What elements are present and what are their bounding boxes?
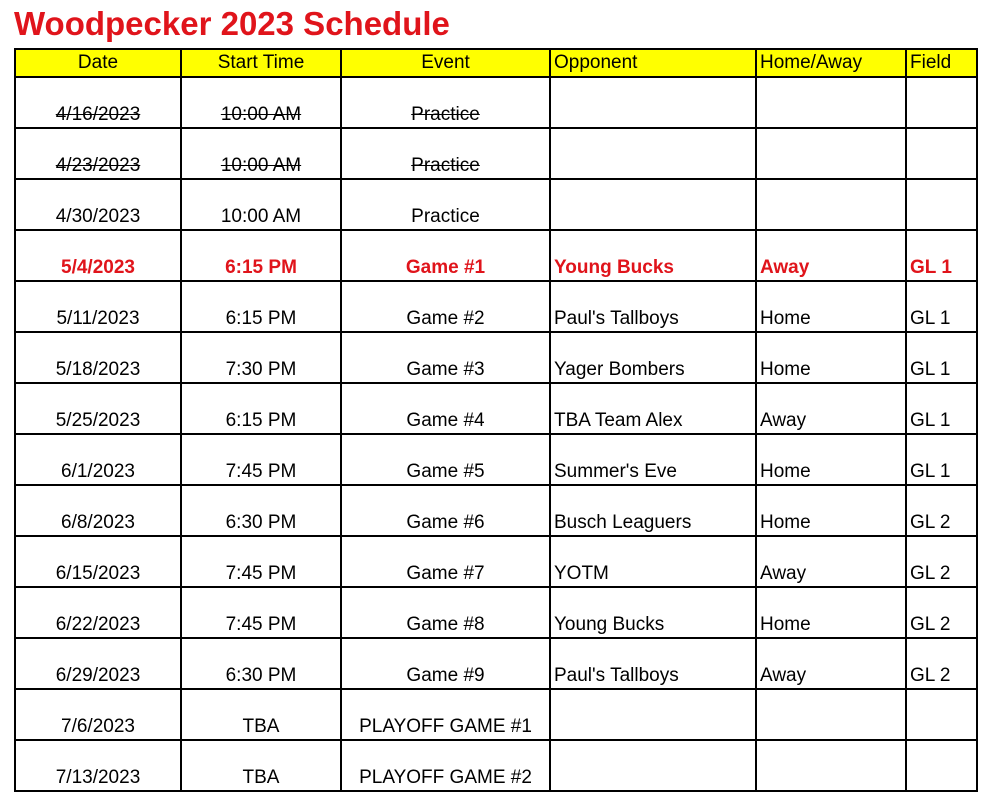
cell-home-away-text: Home [760,359,811,380]
cell-date [15,536,181,587]
cell-home-away [756,77,906,128]
cell-opponent [550,179,756,230]
cell-field [906,536,977,587]
cell-date-text: 6/15/2023 [55,563,141,584]
cell-field [906,332,977,383]
schedule-table [14,48,978,792]
cell-event-text: Practice [411,155,480,176]
cell-home-away-text: Home [760,308,811,329]
cell-field [906,689,977,740]
cell-home-away-text: Away [760,410,807,431]
cell-date-text: 5/4/2023 [61,257,135,278]
cell-opponent [550,740,756,791]
cell-home-away-text: Home [760,614,811,635]
cell-home-away-text: Home [760,461,811,482]
cell-opponent [550,485,756,536]
cell-field [906,587,977,638]
table-row [15,740,977,791]
cell-event-text: Practice [411,206,480,227]
cell-event [341,281,550,332]
cell-home-away [756,128,906,179]
cell-field [906,77,977,128]
table-row [15,332,977,383]
cell-date [15,332,181,383]
cell-date-text: 4/30/2023 [55,206,141,227]
cell-start-time-text: 10:00 AM [220,206,302,227]
cell-home-away [756,587,906,638]
cell-event-text: PLAYOFF GAME #2 [359,767,532,788]
cell-home-away [756,638,906,689]
cell-date-text: 4/23/2023 [55,155,141,176]
cell-start-time-text: TBA [242,716,280,737]
cell-event-text: Game #8 [406,614,485,635]
cell-event [341,485,550,536]
column-header-event: Event [341,49,550,77]
cell-opponent-text: Summer's Eve [554,461,677,482]
cell-field [906,281,977,332]
cell-event [341,179,550,230]
cell-opponent-text: Yager Bombers [554,359,685,380]
cell-event [341,587,550,638]
table-row [15,689,977,740]
cell-start-time [181,281,341,332]
cell-event-text: Practice [411,104,480,125]
cell-date [15,383,181,434]
cell-event [341,434,550,485]
cell-opponent [550,689,756,740]
cell-home-away [756,179,906,230]
cell-home-away [756,536,906,587]
cell-field [906,434,977,485]
cell-opponent [550,383,756,434]
cell-opponent-text: TBA Team Alex [554,410,683,431]
cell-start-time [181,179,341,230]
cell-field-text: GL 1 [910,410,951,431]
cell-start-time [181,332,341,383]
cell-field-text: GL 1 [910,257,952,278]
cell-field-text: GL 2 [910,614,951,635]
cell-date [15,281,181,332]
cell-opponent-text: YOTM [554,563,609,584]
cell-event-text: Game #3 [406,359,485,380]
cell-date [15,128,181,179]
table-row [15,281,977,332]
cell-home-away [756,740,906,791]
cell-start-time [181,128,341,179]
cell-date [15,689,181,740]
cell-start-time-text: 6:15 PM [225,308,297,329]
cell-start-time-text: 6:15 PM [225,410,297,431]
cell-event [341,383,550,434]
cell-opponent [550,332,756,383]
cell-home-away [756,281,906,332]
cell-event-text: PLAYOFF GAME #1 [359,716,532,737]
cell-home-away [756,485,906,536]
cell-event [341,77,550,128]
cell-start-time-text: 7:30 PM [225,359,297,380]
cell-date-text: 6/8/2023 [61,512,135,533]
column-header-start-time: Start Time [181,49,341,77]
cell-event [341,230,550,281]
cell-opponent [550,638,756,689]
cell-event-text: Game #7 [406,563,485,584]
cell-start-time-text: 6:30 PM [225,512,297,533]
cell-start-time [181,587,341,638]
cell-field-text: GL 2 [910,665,951,686]
cell-home-away-text: Away [760,665,807,686]
cell-opponent [550,536,756,587]
cell-start-time [181,230,341,281]
cell-opponent-text: Paul's Tallboys [554,665,679,686]
cell-start-time-text: 7:45 PM [225,461,297,482]
cell-start-time-text: 7:45 PM [225,563,297,584]
table-row [15,230,977,281]
table-row [15,179,977,230]
table-body [15,77,977,791]
cell-field [906,179,977,230]
cell-date-text: 6/29/2023 [55,665,141,686]
cell-date [15,179,181,230]
cell-event [341,128,550,179]
cell-start-time [181,434,341,485]
cell-opponent [550,434,756,485]
cell-home-away-text: Home [760,512,811,533]
cell-start-time-text: 7:45 PM [225,614,297,635]
cell-date [15,77,181,128]
table-row [15,434,977,485]
cell-event [341,689,550,740]
cell-event [341,536,550,587]
cell-date-text: 7/13/2023 [55,767,141,788]
cell-field [906,230,977,281]
cell-field [906,740,977,791]
cell-event [341,740,550,791]
cell-field-text: GL 2 [910,512,951,533]
cell-field-text: GL 1 [910,308,951,329]
cell-opponent [550,77,756,128]
cell-opponent-text: Paul's Tallboys [554,308,679,329]
cell-start-time-text: 10:00 AM [220,104,302,125]
cell-opponent [550,128,756,179]
cell-start-time [181,383,341,434]
column-header-opponent: Opponent [550,49,756,77]
cell-opponent [550,587,756,638]
cell-home-away [756,434,906,485]
table-row [15,77,977,128]
cell-home-away-text: Away [760,257,810,278]
page-title: Woodpecker 2023 Schedule [14,5,450,42]
cell-opponent [550,281,756,332]
cell-date-text: 6/22/2023 [55,614,141,635]
cell-start-time [181,740,341,791]
cell-date [15,230,181,281]
cell-start-time [181,536,341,587]
cell-start-time-text: 6:30 PM [225,665,297,686]
cell-date [15,740,181,791]
cell-event-text: Game #2 [406,308,485,329]
cell-opponent-text: Young Bucks [554,257,674,278]
cell-date-text: 5/25/2023 [55,410,141,431]
cell-field [906,128,977,179]
header-row [15,49,977,77]
cell-home-away [756,689,906,740]
table-header [15,49,977,77]
cell-event [341,332,550,383]
table-row [15,536,977,587]
cell-event-text: Game #9 [406,665,485,686]
cell-date-text: 7/6/2023 [61,716,135,737]
cell-event [341,638,550,689]
cell-start-time [181,689,341,740]
column-header-home-away: Home/Away [756,49,906,77]
cell-field-text: GL 1 [910,461,951,482]
table-row [15,383,977,434]
cell-date [15,638,181,689]
cell-event-text: Game #1 [405,257,486,278]
cell-opponent-text: Young Bucks [554,614,665,635]
cell-home-away-text: Away [760,563,807,584]
cell-field [906,383,977,434]
cell-opponent [550,230,756,281]
cell-date [15,434,181,485]
cell-date-text: 5/18/2023 [55,359,141,380]
cell-start-time-text: TBA [242,767,280,788]
cell-field [906,638,977,689]
column-header-field: Field [906,49,977,77]
cell-date-text: 5/11/2023 [56,308,140,329]
cell-event-text: Game #5 [406,461,485,482]
table-row [15,587,977,638]
cell-home-away [756,332,906,383]
cell-opponent-text: Busch Leaguers [554,512,692,533]
cell-field [906,485,977,536]
cell-event-text: Game #6 [406,512,485,533]
cell-date-text: 6/1/2023 [61,461,135,482]
cell-start-time-text: 10:00 AM [220,155,302,176]
cell-date-text: 4/16/2023 [55,104,141,125]
table-row [15,638,977,689]
table-row [15,128,977,179]
cell-event-text: Game #4 [406,410,485,431]
column-header-date: Date [15,49,181,77]
cell-field-text: GL 2 [910,563,951,584]
cell-field-text: GL 1 [910,359,951,380]
cell-date [15,587,181,638]
cell-start-time [181,485,341,536]
cell-home-away [756,230,906,281]
table-row [15,485,977,536]
cell-start-time [181,638,341,689]
cell-home-away [756,383,906,434]
cell-start-time-text: 6:15 PM [225,257,297,278]
cell-date [15,485,181,536]
cell-start-time [181,77,341,128]
